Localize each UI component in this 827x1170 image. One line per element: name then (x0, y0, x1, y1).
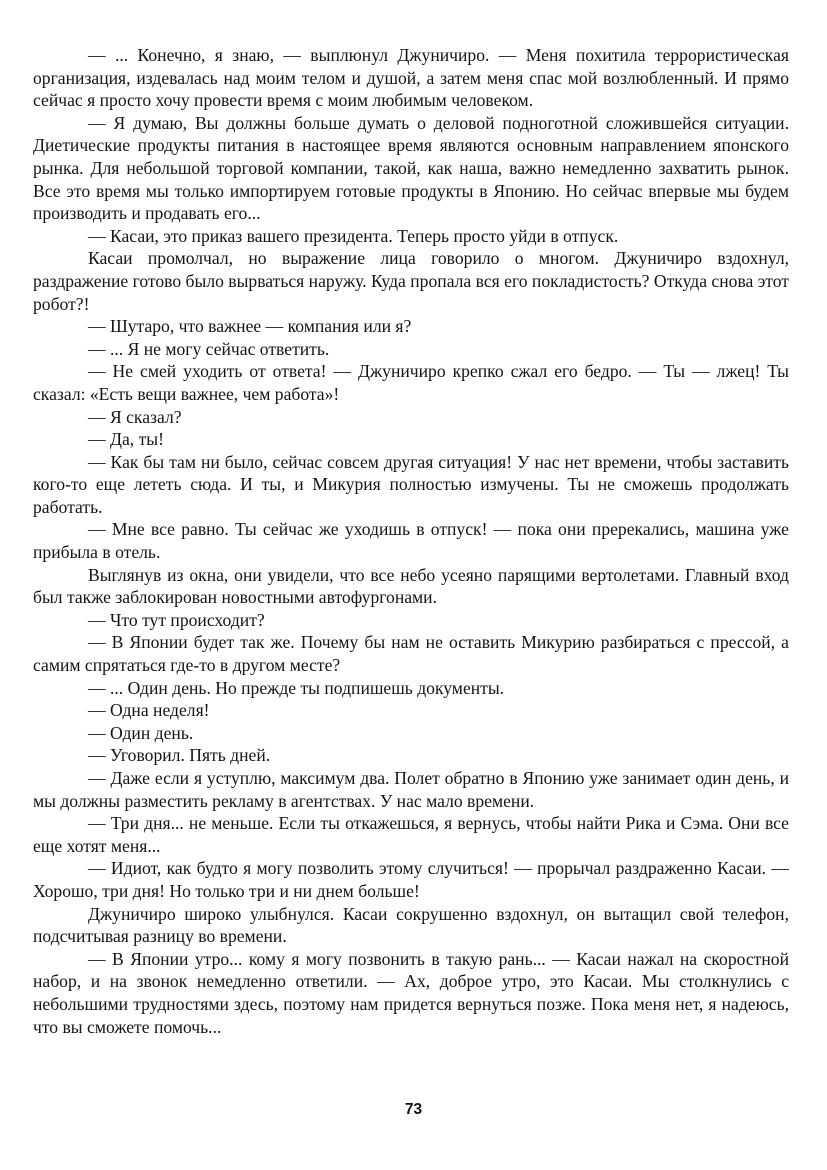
paragraph: — ... Я не могу сейчас ответить. (88, 338, 330, 359)
paragraph: — Я думаю, Вы должны больше думать о деловой подноготной сложившейся ситуации. Диетические продукты питания в настоящее время являются основным направлением японского рынка. Для небольшой торговой компании, такой, как наша, важно немедленно захватить рынок. Все это время мы только импортируем готовые продукты в Японию. Но сейчас впервые мы будем производить и продавать его... (33, 112, 789, 224)
paragraph: — Касаи, это приказ вашего президента. Теперь просто уйди в отпуск. (88, 225, 619, 246)
paragraph: Выглянув из окна, они увидели, что все небо усеяно парящими вертолетами. Главный вход был также заблокирован новостными автофургонами. (33, 564, 789, 608)
paragraph: — Один день. (88, 722, 194, 743)
paragraph: — Как бы там ни было, сейчас совсем другая ситуация! У нас нет времени, чтобы заставить кого-то еще лететь сюда. И ты, и Микурия полностью измучены. Ты не сможешь продолжать работать. (33, 451, 789, 517)
paragraph: — ... Один день. Но прежде ты подпишешь документы. (88, 677, 505, 698)
paragraph: — Даже если я уступлю, максимум два. Полет обратно в Японию уже занимает один день, и мы должны разместить рекламу в агентствах. У нас мало времени. (33, 768, 789, 811)
paragraph: — Уговорил. Пять дней. (88, 745, 271, 766)
paragraph: — Да, ты! (88, 429, 164, 450)
paragraph: — Я сказал? (88, 406, 182, 427)
paragraph: — ... Конечно, я знаю, — выплюнул Джуничиро. — Меня похитила террористическая организация, издевалась над моим телом и душой, а затем меня спас мой возлюбленный. И прямо сейчас я просто хочу провести время с моим любимым человеком. (33, 45, 789, 111)
text-block (33, 44, 789, 1038)
paragraph: — Три дня... не меньше. Если ты откажешься, я вернусь, чтобы найти Рика и Сэма. Они все еще хотят меня... (33, 813, 789, 856)
paragraph: — Одна неделя! (88, 700, 210, 721)
paragraph: — Мне все равно. Ты сейчас же уходишь в отпуск! — пока они пререкались, машина уже прибыла в отель. (33, 519, 789, 563)
paragraph: Джуничиро широко улыбнулся. Касаи сокрушенно вздохнул, он вытащил свой телефон, подсчитывая разницу во времени. (33, 903, 789, 947)
paragraph: — Что тут происходит? (88, 609, 265, 630)
paragraph: — Не смей уходить от ответа! — Джуничиро крепко сжал его бедро. — Ты — лжец! Ты сказал: «Есть вещи важнее, чем работа»! (33, 361, 789, 404)
paragraph: Касаи промолчал, но выражение лица говорило о многом. Джуничиро вздохнул, раздражение готово было вырваться наружу. Куда пропала вся его покладистость? Откуда снова этот робот?! (33, 248, 789, 314)
paragraph: — Идиот, как будто я могу позволить этому случиться! — прорычал раздраженно Касаи. — Хорошо, три дня! Но только три и ни днем больше! (33, 858, 789, 901)
paragraph: — Шутаро, что важнее — компания или я? (88, 316, 412, 337)
paragraph: — В Японии утро... кому я могу позвонить в такую рань... — Касаи нажал на скоростной набор, и на звонок немедленно ответили. — Ах, доброе утро, это Касаи. Мы столкнулись с небольшими трудностями здесь, поэтому нам придется вернуться позже. Пока меня нет, я надеюсь, что вы сможете помочь... (33, 948, 789, 1037)
page-number: 73 (404, 1101, 423, 1118)
paragraph: — В Японии будет так же. Почему бы нам не оставить Микурию разбираться с прессой, а самим спрятаться где-то в другом месте? (33, 632, 789, 676)
